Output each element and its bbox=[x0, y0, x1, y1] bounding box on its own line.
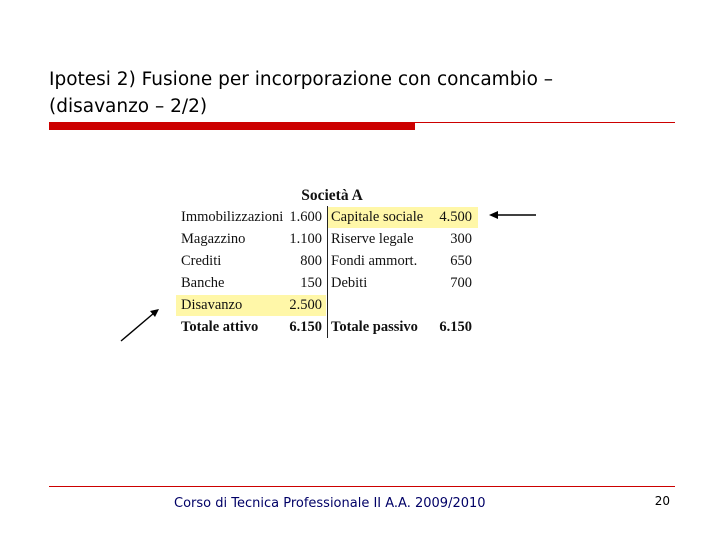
total-liabilities-amount: 6.150 bbox=[439, 319, 472, 335]
footer-course: Corso di Tecnica Professionale II A.A. 2009/2010 bbox=[174, 496, 486, 511]
asset-label: Magazzino bbox=[181, 231, 246, 247]
table-row bbox=[176, 294, 478, 316]
liability-label: Riserve legale bbox=[331, 231, 414, 247]
slide-title-line-1: Ipotesi 2) Fusione per incorporazione con concambio – bbox=[49, 69, 554, 90]
total-assets-amount: 6.150 bbox=[289, 319, 322, 335]
asset-amount: 800 bbox=[300, 253, 322, 269]
asset-label: Immobilizzazioni bbox=[181, 209, 284, 225]
arrow-left-icon bbox=[488, 207, 538, 223]
asset-amount: 1.100 bbox=[289, 231, 322, 247]
page-number: 20 bbox=[654, 494, 670, 508]
liability-amount: 650 bbox=[450, 253, 472, 269]
asset-amount: 2.500 bbox=[289, 297, 322, 313]
asset-amount: 150 bbox=[300, 275, 322, 291]
slide-title-line-2: (disavanzo – 2/2) bbox=[49, 96, 208, 117]
liability-label: Debiti bbox=[331, 275, 368, 291]
asset-label: Disavanzo bbox=[181, 297, 243, 313]
table-row bbox=[176, 228, 478, 250]
liability-amount: 4.500 bbox=[439, 209, 472, 225]
title-divider-accent bbox=[49, 123, 415, 130]
slide-title bbox=[49, 66, 689, 120]
table-row bbox=[176, 250, 478, 272]
table-row bbox=[176, 272, 478, 294]
table-row bbox=[176, 206, 478, 228]
asset-label: Crediti bbox=[181, 253, 222, 269]
asset-label: Banche bbox=[181, 275, 225, 291]
arrow-up-right-icon bbox=[118, 306, 162, 344]
footer-divider bbox=[49, 486, 675, 487]
liability-label: Fondi ammort. bbox=[331, 253, 418, 269]
balance-sheet-title: Società A bbox=[301, 187, 363, 204]
liability-amount: 700 bbox=[450, 275, 472, 291]
total-assets-label: Totale attivo bbox=[181, 319, 259, 335]
total-liabilities-label: Totale passivo bbox=[331, 319, 418, 335]
table-row-totals bbox=[176, 316, 478, 338]
liability-label: Capitale sociale bbox=[331, 209, 424, 225]
asset-amount: 1.600 bbox=[289, 209, 322, 225]
balance-sheet-table bbox=[176, 186, 478, 340]
liability-amount: 300 bbox=[450, 231, 472, 247]
